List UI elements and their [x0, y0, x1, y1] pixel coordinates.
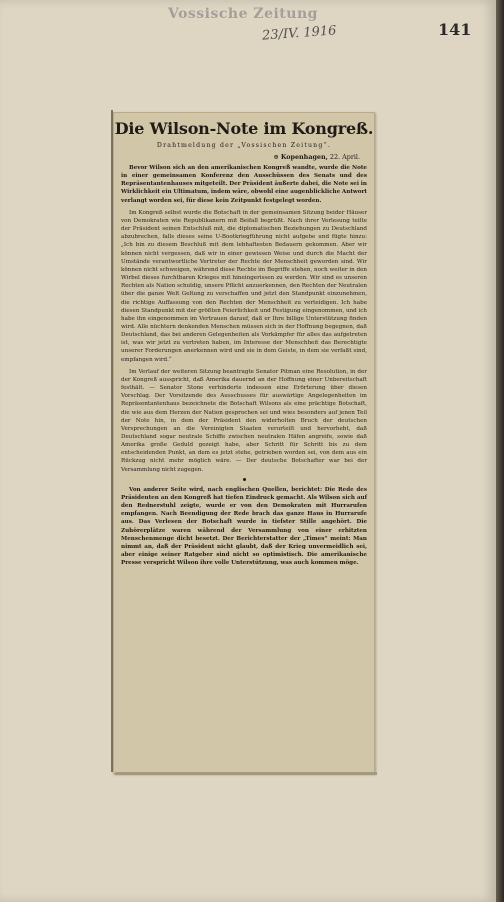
article-dateline: [114, 153, 374, 161]
article-paragraph-4: Von anderer Seite wird, nach englischen Quellen, berichtet: Die Rede des Präsidenten an den Kongreß hat tiefen Eindruck gemacht. Als Wilson sich auf den Rednerstuhl zeigte, wurde er von den Demokraten mit Hurrarufen empfangen. Nach Beendigung der Rede brach das ganze Haus in Hurrarufe aus. Das Verlesen der Botschaft wurde in tiefster Stille angehört. Die Zuhörerplätze waren während der Versammlung von einer erhitzten Menschenmenge dicht besetzt. Der Berichterstatter der „Times“ meint: Man nimmt an, daß der Präsident nicht glaubt, daß der Krieg unvermeidlich sei, aber einige seiner Ratgeber sind nicht so optimistisch. Die amerikanische Presse verspricht Wilson ihre volle Unterstützung, was auch kommen möge.: [121, 486, 367, 567]
dateline-place: Kopenhagen,: [280, 153, 328, 161]
page-edge-shadow: [496, 0, 504, 902]
article-paragraph-2: Im Kongreß selbst wurde die Botschaft in der gemeinsamen Sitzung beider Häuser von Demokraten wie Republikanern mit Beifall begrüßt. Nach ihrer Verlesung teilte der Präsident seinen Entschluß mit, die diplomatischen Beziehungen zu Deutschland abzubrechen, falls dieses seine U-Bootkriegführung nicht aufgebe und fügte hinzu: „Ich bin zu diesem Beschluß mit dem lebhaftesten Bedauern gekommen. Aber wir können nicht vergessen, daß wir in einer gewissen Weise und durch die Macht der Umstände verantwortliche Vertreter der Rechte der Menschheit geworden sind. Wir können nicht schweigen, während diese Rechte im Begriffe stehen, noch weiter in den Wirbel dieses furchtbaren Krieges mit hineingerissen zu werden. Wir sind es unseren Rechten als Nation schuldig, unsere Pflicht anzuerkennen, den Rechten der Neutralen über die ganze Welt Geltung zu verschaffen und jetzt den Standpunkt einzunehmen, die richtige Auffassung von den Rechten der Menschheit zu verteidigen. Ich habe diesen Standpunkt mit der größten Feierlichkeit und Festigung eingenommen, und ich habe ihn eingenommen im Vertrauen darauf, daß er Ihre billige Unterstützung finden wird. Alle nüchtern denkenden Menschen müssen sich in der Hoffnung begegnen, daß Deutschland, das bei anderen Gelegenheiten als Vorkämpfer für alles das aufgetreten ist, was wir jetzt zu vertreten haben, im Interesse der Menschheit das Berechtigte unserer Forderungen anerkennen wird und sie in dem Geiste, in dem sie verfaßt sind, empfangen wird.“: [121, 209, 367, 363]
article-paragraph-3: Im Verlauf der weiteren Sitzung beantragte Senator Pitman eine Resolution, in der der Kongreß ausspricht, daß Amerika dauernd an der Hoffnung einer Unbereitschaft festhält. — Senator Stone verhinderte indessen eine Erörterung über diesen Vorschlag. Der Vorsitzende des Ausschusses für auswärtige Angelegenheiten im Repräsentantenhaus bezeichnete die Botschaft Wilsons als eine prächtige Botschaft, die wie aus dem Herzen der Nation gesprochen sei und wies besonders auf jenen Teil der Note hin, in dem der Präsident den widerholten Bruch der deutschen Versprechungen an die Vereinigten Staaten verurteilt und hervorhebt, daß Deutschland sogar neutrale Schiffe zwischen neutralen Häfen angreife, sowie daß Amerika große Geduld gezeigt habe, aber Schritt für Schritt bis zu dem entscheidenden Punkt, an dem es jetzt stehe, getrieben worden sei, von dem aus ein Rückzug nicht mehr möglich wäre. — Der deutsche Botschafter war bei der Versammlung nicht zugegen.: [121, 368, 367, 473]
newspaper-stamp: Vossische Zeitung: [168, 6, 318, 22]
clipping-lower-edge: [115, 772, 377, 775]
handwritten-date: 23/IV. 1916: [261, 23, 337, 44]
article-paragraph-1: Bevor Wilson sich an den amerikanischen Kongreß wandte, wurde die Note in einer gemeinsamen Konferenz den Ausschüssen des Senats und des Repräsentantenhauses mitgeteilt. Der Präsident äußerte dabei, die Note sei in Wirklichkeit ein Ultimatum, indem wäre, obwohl eine augenblickliche Antwort verlangt worden sei, für diese kein Zeitpunkt festgelegt worden.: [121, 165, 367, 204]
page-number: 141: [438, 20, 472, 39]
article-headline: Die Wilson-Note im Kongreß.: [114, 119, 374, 138]
article-source-line: Drahtmeldung der „Vossischen Zeitung“.: [156, 142, 332, 149]
section-divider-dot: [243, 478, 246, 481]
newspaper-clipping: [113, 112, 375, 774]
dateline-date: 22. April.: [329, 153, 360, 161]
dateline-marker: ⊕: [273, 153, 279, 161]
